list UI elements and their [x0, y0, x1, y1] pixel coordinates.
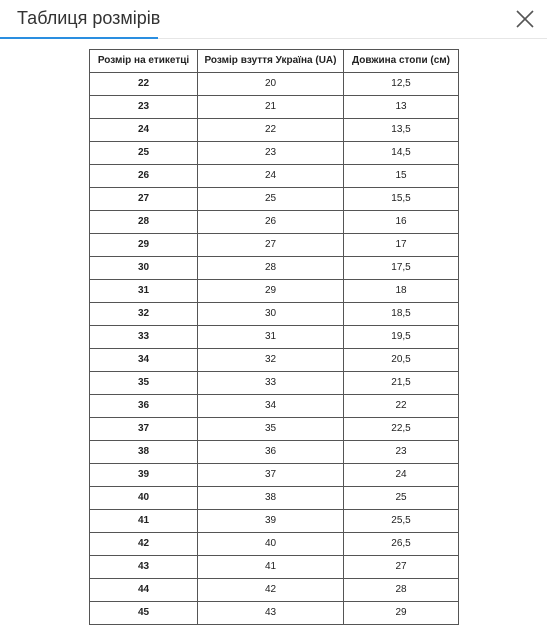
- cell-foot-length: 15: [344, 165, 459, 188]
- cell-foot-length: 12,5: [344, 73, 459, 96]
- cell-foot-length: 25,5: [344, 510, 459, 533]
- size-table-body: [90, 73, 459, 625]
- cell-ua-size: 42: [198, 579, 344, 602]
- cell-ua-size: 35: [198, 418, 344, 441]
- cell-ua-size: 23: [198, 142, 344, 165]
- table-row: [90, 96, 459, 119]
- table-row: [90, 142, 459, 165]
- cell-ua-size: 36: [198, 441, 344, 464]
- table-row: [90, 326, 459, 349]
- cell-label-size: 39: [90, 464, 198, 487]
- cell-ua-size: 38: [198, 487, 344, 510]
- cell-foot-length: 26,5: [344, 533, 459, 556]
- cell-ua-size: 20: [198, 73, 344, 96]
- close-icon: [512, 6, 538, 32]
- cell-label-size: 23: [90, 96, 198, 119]
- table-row: [90, 234, 459, 257]
- table-row: [90, 73, 459, 96]
- cell-ua-size: 31: [198, 326, 344, 349]
- cell-foot-length: 18,5: [344, 303, 459, 326]
- cell-ua-size: 29: [198, 280, 344, 303]
- header-foot-length: Довжина стопи (см): [344, 50, 459, 73]
- cell-ua-size: 28: [198, 257, 344, 280]
- cell-foot-length: 13,5: [344, 119, 459, 142]
- table-row: [90, 211, 459, 234]
- cell-foot-length: 15,5: [344, 188, 459, 211]
- cell-foot-length: 16: [344, 211, 459, 234]
- cell-ua-size: 25: [198, 188, 344, 211]
- cell-label-size: 29: [90, 234, 198, 257]
- cell-label-size: 34: [90, 349, 198, 372]
- cell-ua-size: 34: [198, 395, 344, 418]
- table-row: [90, 441, 459, 464]
- cell-ua-size: 40: [198, 533, 344, 556]
- cell-foot-length: 29: [344, 602, 459, 625]
- header-row: [90, 50, 459, 73]
- cell-label-size: 22: [90, 73, 198, 96]
- cell-label-size: 45: [90, 602, 198, 625]
- table-row: [90, 487, 459, 510]
- modal-header: [0, 0, 547, 39]
- table-row: [90, 579, 459, 602]
- table-row: [90, 602, 459, 625]
- cell-label-size: 33: [90, 326, 198, 349]
- cell-label-size: 28: [90, 211, 198, 234]
- cell-label-size: 37: [90, 418, 198, 441]
- cell-label-size: 30: [90, 257, 198, 280]
- header-ua-size: Розмір взуття Україна (UA): [198, 50, 344, 73]
- cell-foot-length: 17,5: [344, 257, 459, 280]
- cell-foot-length: 28: [344, 579, 459, 602]
- table-row: [90, 372, 459, 395]
- table-row: [90, 349, 459, 372]
- cell-label-size: 38: [90, 441, 198, 464]
- cell-foot-length: 17: [344, 234, 459, 257]
- cell-label-size: 25: [90, 142, 198, 165]
- table-row: [90, 556, 459, 579]
- cell-ua-size: 27: [198, 234, 344, 257]
- cell-ua-size: 41: [198, 556, 344, 579]
- cell-foot-length: 22: [344, 395, 459, 418]
- cell-foot-length: 24: [344, 464, 459, 487]
- table-row: [90, 165, 459, 188]
- header-label-size: Розмір на етикетці: [90, 50, 198, 73]
- table-row: [90, 395, 459, 418]
- cell-foot-length: 22,5: [344, 418, 459, 441]
- cell-label-size: 35: [90, 372, 198, 395]
- table-row: [90, 510, 459, 533]
- cell-label-size: 27: [90, 188, 198, 211]
- cell-ua-size: 26: [198, 211, 344, 234]
- modal-title: Таблиця розмірів: [17, 8, 161, 28]
- table-row: [90, 464, 459, 487]
- table-row: [90, 280, 459, 303]
- cell-foot-length: 23: [344, 441, 459, 464]
- cell-ua-size: 39: [198, 510, 344, 533]
- cell-label-size: 32: [90, 303, 198, 326]
- cell-foot-length: 13: [344, 96, 459, 119]
- cell-ua-size: 43: [198, 602, 344, 625]
- close-button[interactable]: [512, 6, 538, 32]
- cell-label-size: 26: [90, 165, 198, 188]
- table-row: [90, 119, 459, 142]
- cell-label-size: 41: [90, 510, 198, 533]
- table-row: [90, 533, 459, 556]
- cell-label-size: 31: [90, 280, 198, 303]
- cell-ua-size: 33: [198, 372, 344, 395]
- title-underline-accent: [0, 37, 158, 39]
- table-row: [90, 418, 459, 441]
- cell-label-size: 42: [90, 533, 198, 556]
- cell-foot-length: 19,5: [344, 326, 459, 349]
- cell-ua-size: 24: [198, 165, 344, 188]
- cell-label-size: 43: [90, 556, 198, 579]
- cell-foot-length: 18: [344, 280, 459, 303]
- cell-foot-length: 21,5: [344, 372, 459, 395]
- cell-ua-size: 32: [198, 349, 344, 372]
- size-table: [89, 49, 459, 625]
- table-row: [90, 257, 459, 280]
- cell-label-size: 24: [90, 119, 198, 142]
- table-row: [90, 188, 459, 211]
- cell-foot-length: 25: [344, 487, 459, 510]
- table-row: [90, 303, 459, 326]
- cell-ua-size: 22: [198, 119, 344, 142]
- cell-label-size: 44: [90, 579, 198, 602]
- size-table-head: [90, 50, 459, 73]
- cell-foot-length: 27: [344, 556, 459, 579]
- cell-label-size: 36: [90, 395, 198, 418]
- cell-foot-length: 14,5: [344, 142, 459, 165]
- cell-label-size: 40: [90, 487, 198, 510]
- cell-ua-size: 30: [198, 303, 344, 326]
- cell-foot-length: 20,5: [344, 349, 459, 372]
- cell-ua-size: 37: [198, 464, 344, 487]
- cell-ua-size: 21: [198, 96, 344, 119]
